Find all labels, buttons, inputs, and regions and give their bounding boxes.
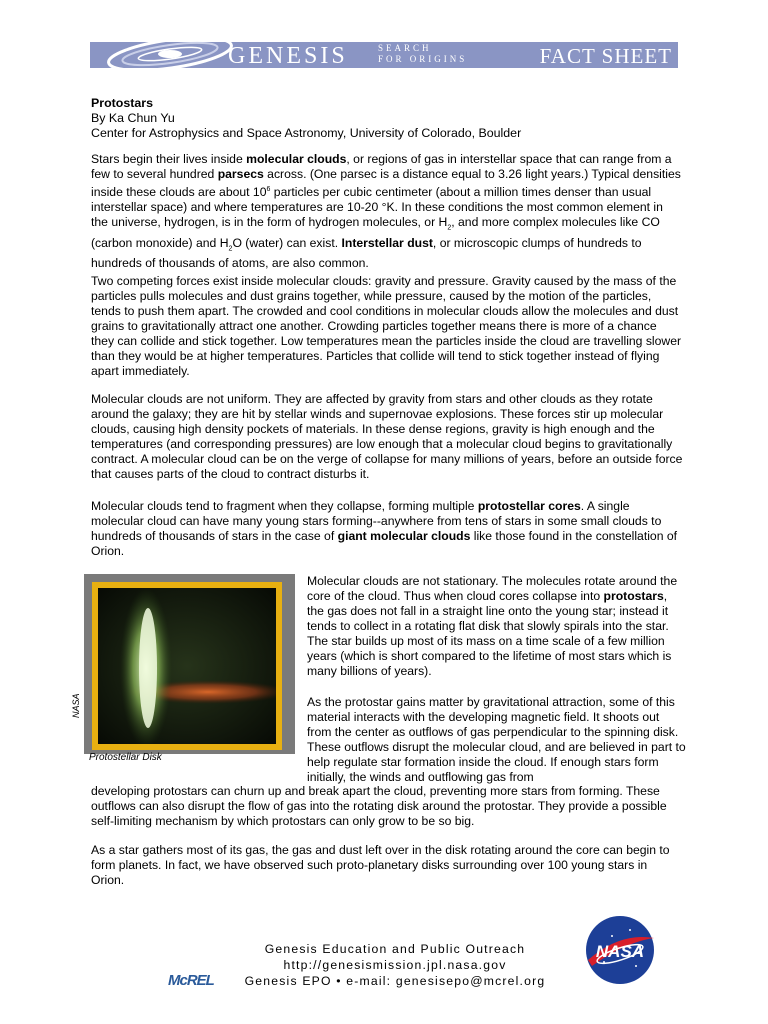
header-banner	[90, 42, 678, 68]
text-run: , or microscopic clumps of hundreds to hundreds of thousands of atoms, are also common.	[91, 235, 642, 270]
text-run: across. (One parsec is a distance equal to 3.26 light years.) Typical densities inside these clouds are about 10	[91, 167, 681, 200]
article-title: Protostars	[91, 96, 153, 110]
protostellar-disk-illustration	[98, 588, 276, 744]
text-run: , or regions of gas in interstellar space that can range from a few to several hundred	[91, 152, 672, 181]
search-line2: FOR ORIGINS	[378, 54, 468, 64]
paragraph-1	[91, 152, 683, 271]
article-heading	[91, 96, 521, 141]
search-for-origins	[378, 43, 467, 65]
search-line1: SEARCH	[378, 43, 432, 53]
paragraph-6-column: As the protostar gains matter by gravitational attraction, some of this material interacts with the developing magnetic field. It shoots out from the center as outflows of gas perpendicular to the spinning disk. These outflows disrupt the molecular cloud, and are believed in part to help regulate star formation inside the cloud. If enough stars form initially, the winds and outflowing gas from	[307, 695, 686, 784]
footer-contact[interactable]: Genesis EPO • e-mail: genesisepo@mcrel.org	[244, 974, 546, 988]
fact-sheet-label: FACT SHEET	[539, 44, 672, 68]
text-run: O (water) can exist.	[232, 235, 342, 250]
galaxy-orbit-icon	[100, 26, 240, 82]
paragraph-5	[307, 574, 687, 679]
text-run: , the gas does not fall in a straight line onto the young star; instead it tends to collect in a rotating flat disk that slowly spirals into the star. The star builds up most of its mass on a time scale of a few million years (which is short compared to the lifetime of most stars which is many billions of years).	[307, 589, 672, 678]
text-run: Stars begin their lives inside	[91, 152, 247, 166]
term-molecular-clouds: molecular clouds	[246, 152, 347, 166]
subscript: 2	[447, 224, 452, 232]
subscript: 2	[228, 244, 233, 252]
term-protostellar-cores: protostellar cores	[477, 499, 581, 513]
term-giant-molecular-clouds: giant molecular clouds	[337, 529, 471, 543]
text-run: . A single molecular cloud can have many young stars forming--anywhere from tens of stars in some small clouds to hundreds of thousands of stars in the case of	[91, 499, 662, 543]
figure-credit: NASA	[71, 693, 81, 718]
superscript: 6	[266, 186, 271, 193]
article-byline: By Ka Chun Yu	[91, 111, 175, 125]
protostellar-disk-image	[98, 588, 276, 744]
paragraph-6-continued: developing protostars can churn up and break apart the cloud, preventing more stars from forming. These outflows can also disrupt the flow of gas into the rotating disk around the protostar. They provide a possible self-limiting mechanism by which protostars can only grow to be so big.	[91, 784, 667, 828]
protostellar-disk-figure	[84, 574, 295, 754]
figure-caption: Protostellar Disk	[89, 752, 162, 763]
paragraph-4	[91, 499, 683, 559]
text-run: , and more complex molecules like CO (carbon monoxide) and H	[91, 215, 660, 250]
paragraph-3: Molecular clouds are not uniform. They are affected by gravity from stars and other clouds as they rotate around the galaxy; they are hit by stellar winds and supernovae explosions. These forces stir up molecular clouds, causing high density pockets of materials. In these dense regions, gravity is high enough and the temperatures (and corresponding pressures) are low enough that a molecular cloud begins to gravitationally contract. A molecular cloud can be on the verge of collapse for many millions of years, before an outside force that causes parts of the cloud to contract disturbs it.	[91, 392, 683, 481]
genesis-wordmark: GENESIS	[228, 43, 348, 69]
text-run: like those found in the constellation of Orion.	[91, 529, 678, 558]
text-run: Molecular clouds tend to fragment when they collapse, forming multiple	[91, 499, 478, 513]
paragraph-2: Two competing forces exist inside molecular clouds: gravity and pressure. Gravity caused by the mass of the particles pulls molecules and dust grains together, while pressure, caused by the motion of the particles, tends to push them apart. The crowded and cool conditions in molecular clouds allow the molecules and dust grains to gravitationally attract one another. Crowding particles together means there is more of a chance they can collide and stick together. Low temperatures mean the particles inside the cloud are travelling slower than they would be at higher temperatures. Particles that collide will tend to stick together instead of flying apart immediately.	[91, 274, 682, 378]
nasa-logo-icon	[582, 912, 658, 988]
text-run: particles per cubic centimeter (about a million times denser than usual interstellar space) and where temperatures are 10-20 °K. In these conditions the most common element in the universe, hydrogen, is in the form of hydrogen molecules, or H	[91, 185, 663, 230]
term-protostars: protostars	[603, 589, 664, 603]
nasa-wordmark: NASA	[595, 942, 645, 961]
figure-frame	[92, 582, 282, 750]
footer-line-1: Genesis Education and Public Outreach	[264, 942, 526, 956]
term-interstellar-dust: Interstellar dust	[341, 235, 433, 250]
term-parsecs: parsecs	[217, 167, 264, 181]
article-affiliation: Center for Astrophysics and Space Astronomy, University of Colorado, Boulder	[91, 126, 522, 140]
text-run: Molecular clouds are not stationary. The molecules rotate around the core of the cloud. Thus when cloud cores collapse into	[307, 574, 678, 603]
paragraph-7: As a star gathers most of its gas, the gas and dust left over in the disk rotating around the core can begin to form planets. In fact, we have observed such proto-planetary disks surrounding over 100 young stars in Orion.	[91, 843, 670, 887]
footer-url[interactable]: http://genesismission.jpl.nasa.gov	[283, 958, 507, 972]
mcrel-logo: McREL	[168, 972, 214, 989]
